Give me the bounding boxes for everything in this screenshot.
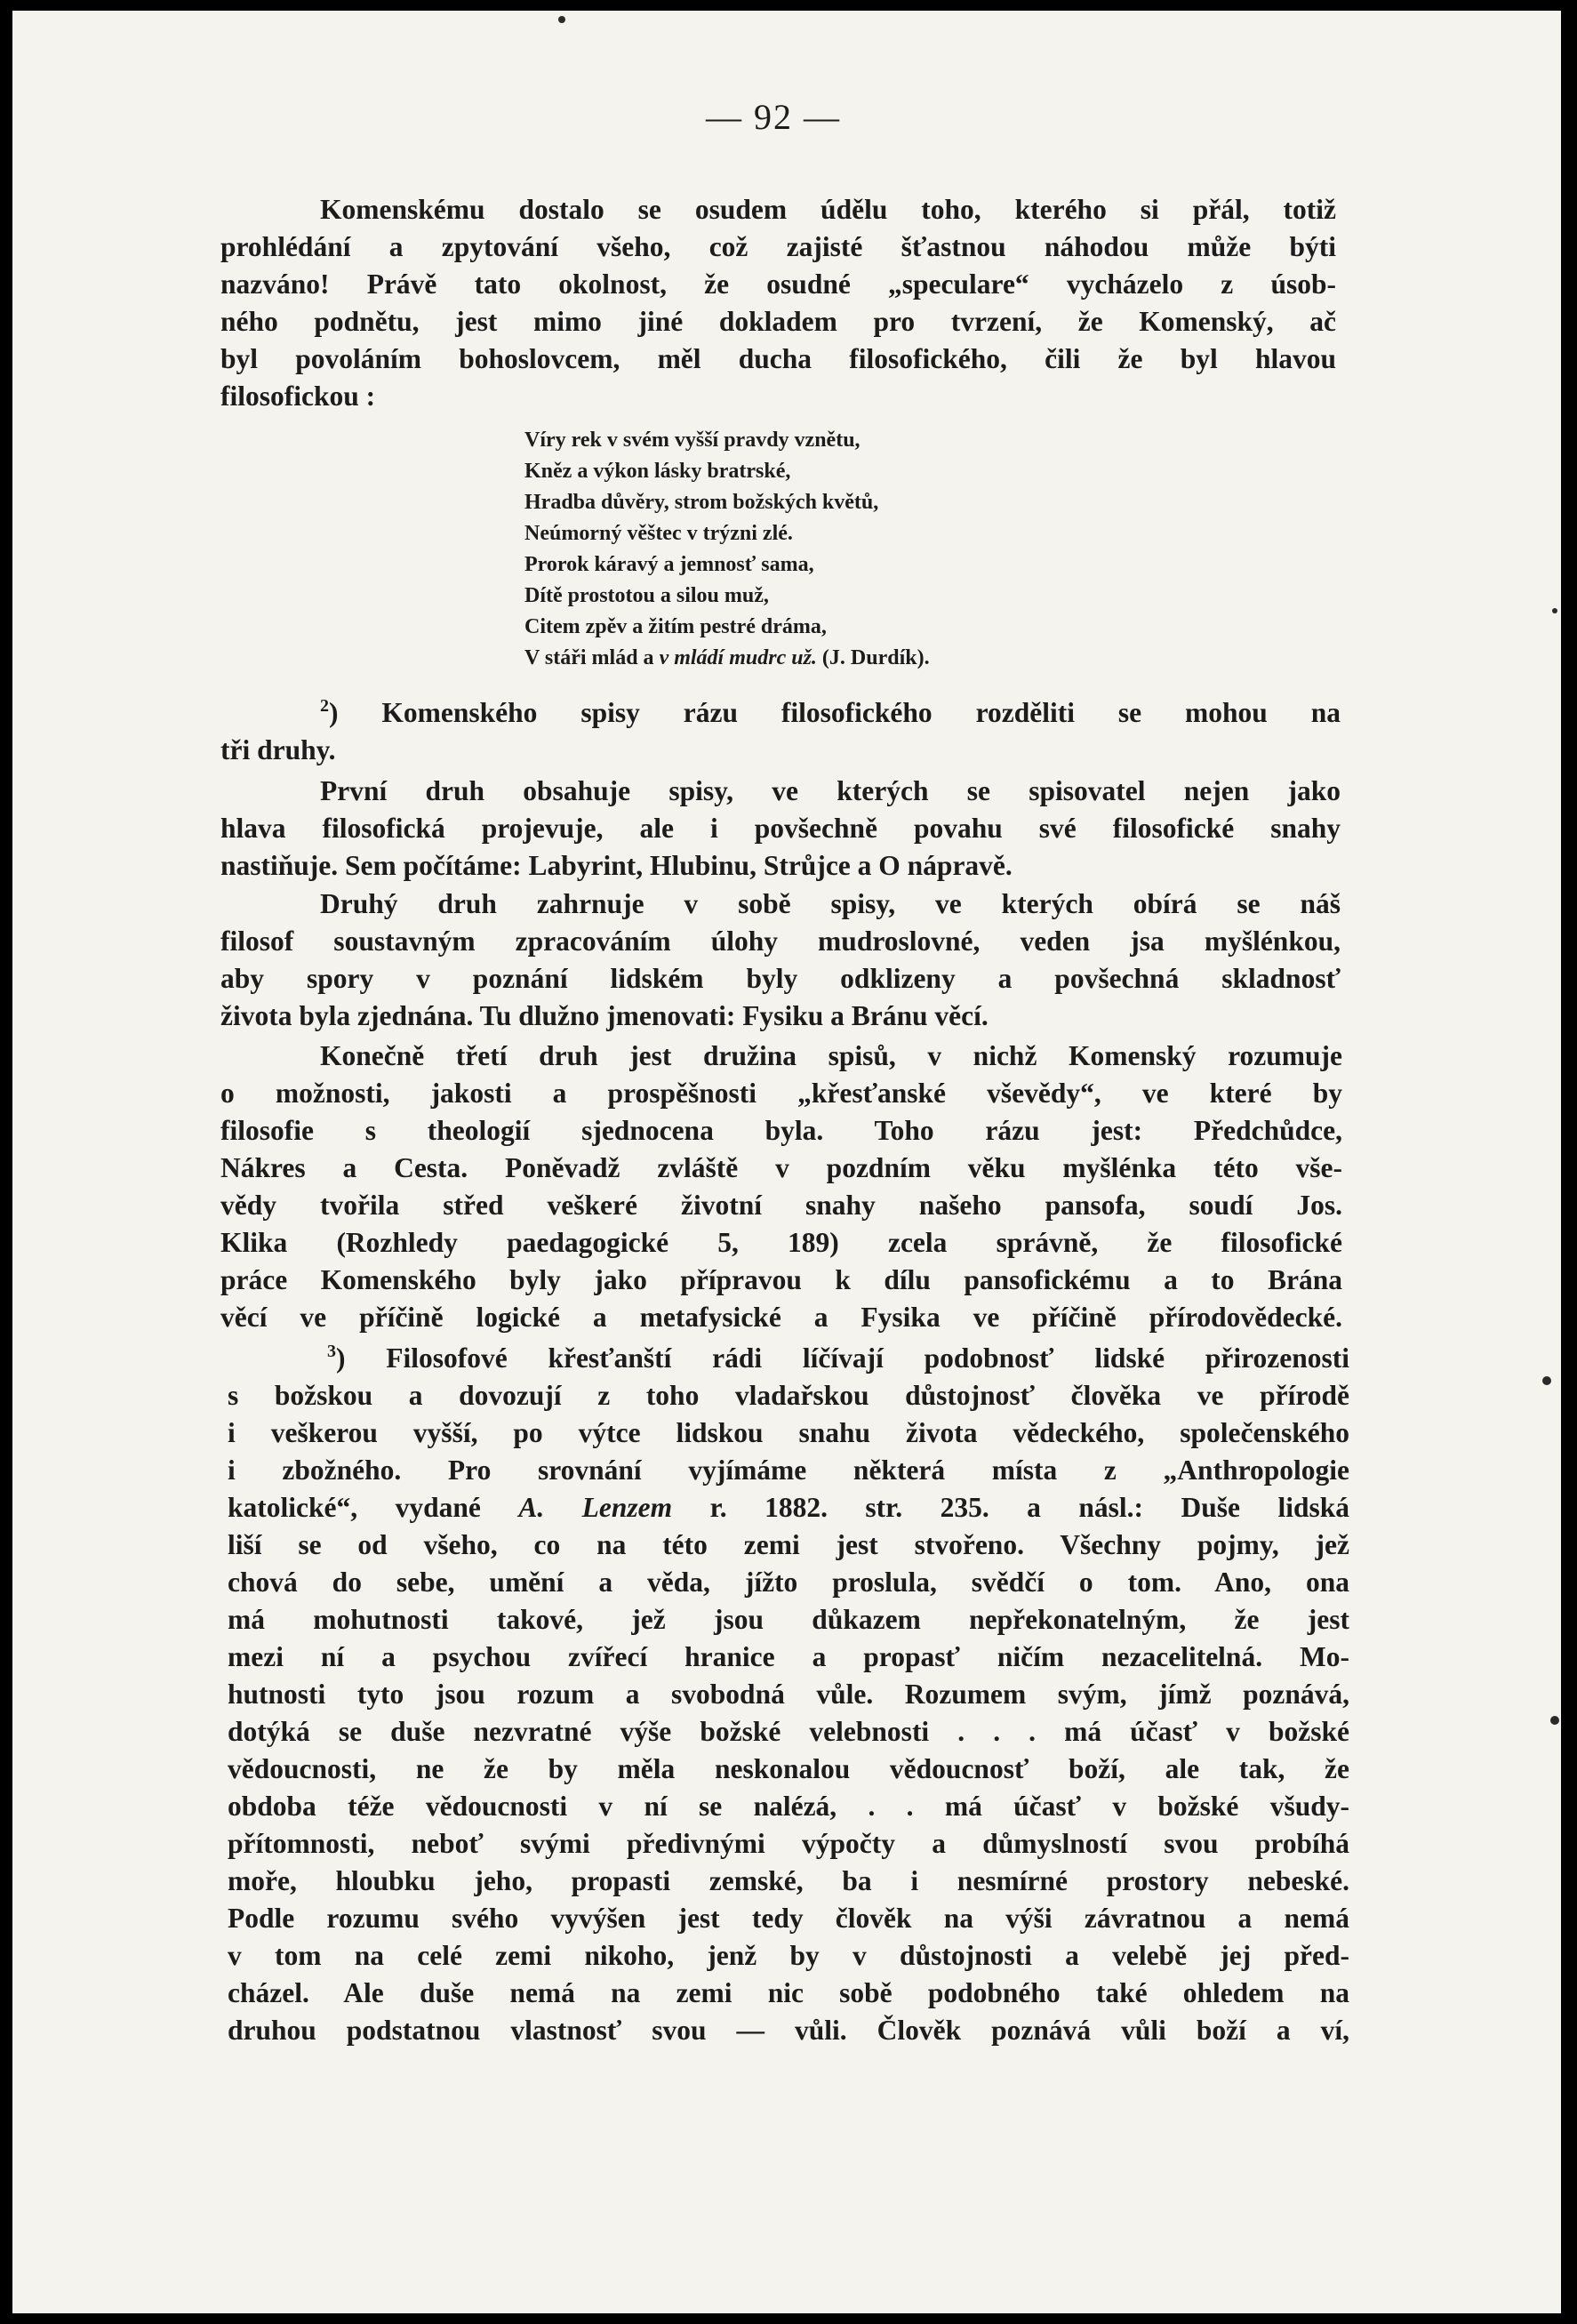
text-line: hutnosti tyto jsou rozum a svobodná vůle. Rozumem svým, jímž poznává,	[228, 1679, 1349, 1710]
text-span: katolické“, vydané	[228, 1492, 519, 1523]
verse-line-last	[524, 643, 930, 674]
text-line: prohlédání a zpytování všeho, což zajisté šťastnou náhodou může býti	[220, 231, 1336, 262]
verse-line: Kněz a výkon lásky bratrské,	[524, 460, 791, 483]
text-line: věcí ve příčině logické a metafysické a Fysika ve příčině přírodovědecké.	[220, 1302, 1342, 1333]
text-line: chová do sebe, umění a věda, jížto proslula, svědčí o tom. Ano, ona	[228, 1567, 1349, 1598]
text-line: ného podnětu, jest mimo jiné dokladem pro tvrzení, že Komenský, ač	[220, 306, 1336, 337]
text-line: Druhý druh zahrnuje v sobě spisy, ve kterých obírá se náš	[320, 888, 1341, 919]
text-line: Nákres a Cesta. Poněvadž zvláště v pozdním věku myšlénka této vše-	[220, 1152, 1342, 1183]
text-line: První druh obsahuje spisy, ve kterých se spisovatel nejen jako	[320, 775, 1341, 806]
page-number: — 92 —	[706, 97, 841, 137]
footnote-text: ) Komenského spisy rázu filosofického rozděliti se mohou na	[329, 697, 1341, 728]
text-line: Konečně třetí druh jest družina spisů, v nichž Komenský rozumuje	[320, 1040, 1342, 1071]
speck	[1552, 608, 1557, 613]
footnote-text: ) Filosofové křesťanští rádi líčívají podobnosť lidské přirozenosti	[336, 1342, 1349, 1374]
text-line: Podle rozumu svého vyvýšen jest tedy člověk na výši závratnou a nemá	[228, 1903, 1349, 1934]
text-line: byl povoláním bohoslovcem, měl ducha filosofického, čili že byl hlavou	[220, 343, 1336, 374]
verse-line: Dítě prostotou a silou muž,	[524, 584, 769, 607]
text-line: i veškerou vyšší, po výtce lidskou snahu života vědeckého, společenského	[228, 1417, 1349, 1448]
text-line: cházel. Ale duše nemá na zemi nic sobě podobného také ohledem na	[228, 1977, 1349, 2008]
text-line: přítomnosti, neboť svými předivnými výpočty a důmyslností svou probíhá	[228, 1828, 1349, 1859]
text-line: liší se od všeho, co na této zemi jest stvořeno. Všechny pojmy, jež	[228, 1529, 1349, 1560]
text-line-lenz	[228, 1488, 1349, 1527]
verse-italic: v mládí mudrc už.	[659, 646, 817, 669]
verse-line: Citem zpěv a žitím pestré dráma,	[524, 615, 827, 638]
text-line: Klika (Rozhledy paedagogické 5, 189) zcela správně, že filosofické	[220, 1227, 1342, 1258]
speck	[1542, 1376, 1551, 1385]
text-line: vědoucnosti, ne že by měla neskonalou vědoucnosť boží, ale tak, že	[228, 1753, 1349, 1784]
text-line: filosofie s theologií sjednocena byla. Toho rázu jest: Předchůdce,	[220, 1115, 1342, 1146]
text-line: druhou podstatnou vlastnosť svou — vůli. Člověk poznává vůli boží a ví,	[228, 2015, 1349, 2046]
text-line: mezi ní a psychou zvířecí hranice a propasť ničím nezacelitelná. Mo-	[228, 1641, 1349, 1672]
text-line: dotýká se duše nezvratné výše božské velebnosti . . . má účasť v božské	[228, 1716, 1349, 1747]
text-line: nastiňuje. Sem počítáme: Labyrint, Hlubinu, Strůjce a O nápravě.	[220, 850, 1013, 881]
text-line: vědy tvořila střed veškeré životní snahy našeho pansofa, soudí Jos.	[220, 1190, 1342, 1221]
speck	[558, 16, 565, 23]
text-line: s božskou a dovozují z toho vladařskou důstojnosť člověka ve přírodě	[228, 1380, 1349, 1411]
author-italic: A. Lenzem	[518, 1492, 673, 1523]
verse-line: Neúmorný věštec v trýzni zlé.	[524, 522, 793, 545]
verse-line: Víry rek v svém vyšší pravdy vznětu,	[524, 429, 861, 452]
verse-line: Prorok káravý a jemnosť sama,	[524, 553, 814, 576]
text-line: má mohutnosti takové, jež jsou důkazem nepřekonatelným, že jest	[228, 1604, 1349, 1635]
text-line: i zbožného. Pro srovnání vyjímáme některá místa z „Anthropologie	[228, 1455, 1349, 1486]
text-line: nazváno! Právě tato okolnost, že osudné „speculare“ vycházelo z úsob-	[220, 268, 1336, 300]
text-line: aby spory v poznání lidském byly odklizeny a povšechná skladnosť	[220, 963, 1341, 994]
footnote-marker: 2	[320, 696, 329, 716]
footnote-2-line	[320, 693, 1341, 733]
text-line: o možnosti, jakosti a prospěšnosti „křesťanské vševědy“, ve které by	[220, 1078, 1342, 1109]
text-line: Komenskému dostalo se osudem údělu toho, kterého si přál, totiž	[320, 194, 1336, 225]
text-line: v tom na celé zemi nikoho, jenž by v důstojnosti a velebě jej před-	[228, 1940, 1349, 1971]
verse-attribution: (J. Durdík).	[816, 646, 930, 669]
text-line: obdoba téže vědoucnosti v ní se nalézá, . . má účasť v božské všudy-	[228, 1791, 1349, 1822]
text-line: hlava filosofická projevuje, ale i povšechně povahu své filosofické snahy	[220, 813, 1341, 844]
text-span: r. 1882. str. 235. a násl.: Duše lidská	[672, 1492, 1350, 1523]
verse-line: Hradba důvěry, strom božských květů,	[524, 491, 879, 514]
text-line: života byla zjednána. Tu dlužno jmenovati: Fysiku a Bránu věcí.	[220, 1000, 989, 1031]
verse-text: V stáři mlád a	[524, 646, 660, 669]
footnote-marker: 3	[327, 1342, 336, 1361]
text-line: práce Komenského byly jako přípravou k dílu pansofickému a to Brána	[220, 1264, 1342, 1295]
footnote-3-line	[327, 1339, 1349, 1378]
speck	[1550, 1716, 1559, 1725]
text-line: moře, hloubku jeho, propasti zemské, ba i nesmírné prostory nebeské.	[228, 1865, 1349, 1896]
text-line: filosofickou :	[220, 381, 376, 412]
text-line: tři druhy.	[220, 734, 336, 765]
text-line: filosof soustavným zpracováním úlohy mudroslovné, veden jsa myšlénkou,	[220, 926, 1341, 957]
